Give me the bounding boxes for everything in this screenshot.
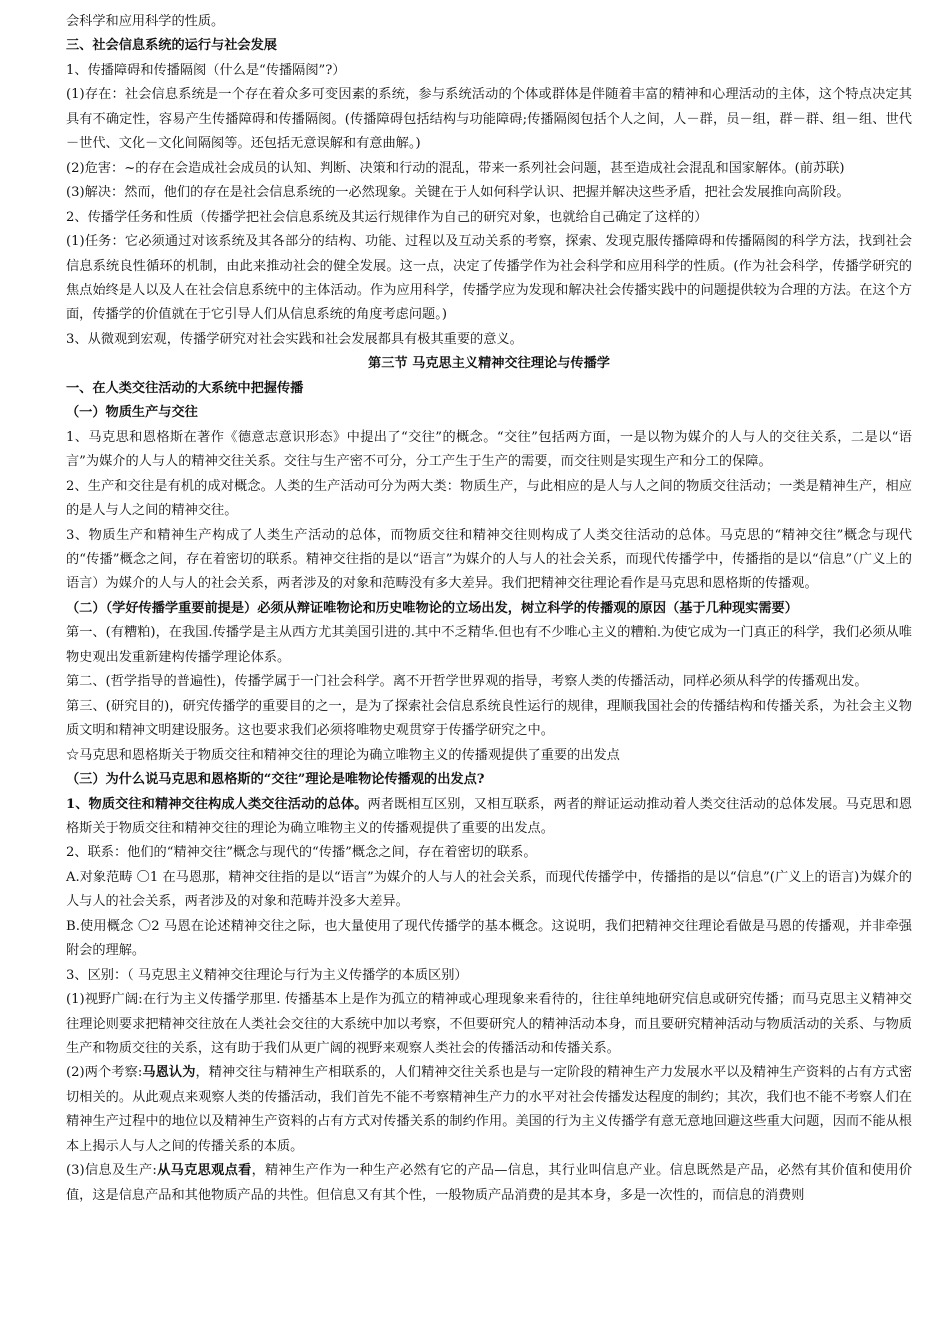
line-text: A.对象范畴 〇1 在马恩那，精神交往指的是以“语言”为媒介的人与人的社会关系，而现代传播学中，传播指的是以“信息”(广义上的语言)为媒介的人与人的社会关系，两者涉及的对象和范畴并没多大差异。 bbox=[66, 869, 912, 910]
heading bbox=[66, 401, 912, 425]
line-text: 第三、(研究目的)，研究传播学的重要目的之一，是为了探索社会信息系统良性运行的规律，理顺我国社会的传播结构和传播关系，为社会主义物质文明和精神文明建设服务。这也要求我们必须将唯物史观贯穿于传播学研究之中。 bbox=[66, 698, 912, 739]
paragraph bbox=[66, 426, 912, 475]
document-page bbox=[66, 10, 912, 1208]
paragraph bbox=[66, 964, 912, 988]
line-text: 3、区别：（ 马克思主义精神交往理论与行为主义传播学的本质区别） bbox=[66, 967, 468, 983]
line-text: （三）为什么说马克思和恩格斯的“交往”理论是唯物论传播观的出发点? bbox=[66, 772, 485, 788]
line-text: 1、马克思和恩格斯在著作《德意志意识形态》中提出了“交往”的概念。“交往”包括两方面，一是以物为媒介的人与人的交往关系，二是以“语言”为媒介的人与人的精神交往关系。交往与生产密不可分，分工产生于生产的需要，而交往则是实现生产和分工的保障。 bbox=[66, 429, 912, 470]
heading bbox=[66, 34, 912, 58]
line-text: (1)任务：它必须通过对该系统及其各部分的结构、功能、过程以及互动关系的考察，探索、发现克服传播障碍和传播隔阂的科学方法，找到社会信息系统良性循环的机制，由此来推动社会的健全发展。这一点，决定了传播学作为社会科学和应用科学的性质。(作为社会科学，传播学研究的焦点始终是人以及人在社会信息系统中的主体活动。作为应用科学，传播学应为发现和解决社会传播实践中的问题提供较为合理的方法。在这个方面，传播学的价值就在于它引导人们从信息系统的角度考虑问题。) bbox=[66, 234, 912, 323]
line-text: （二）（学好传播学重要前提是）必须从辩证唯物论和历史唯物论的立场出发，树立科学的传播观的原因（基于几种现实需要） bbox=[66, 600, 798, 616]
bold-lead: 1、物质交往和精神交往构成人类交往活动的总体。 bbox=[66, 796, 368, 812]
paragraph bbox=[66, 695, 912, 744]
line-text: ，精神生产作为一种生产必然有它的产品—信息，其行业叫信息产业。信息既然是产品，必然有其价值和使用价值，这是信息产品和其他物质产品的共性。但信息又有其个性，一般物质产品消费的是其本身，多是一次性的，而信息的消费则 bbox=[66, 1163, 913, 1203]
paragraph-prefix: (2)两个考察: bbox=[66, 1065, 143, 1081]
paragraph bbox=[66, 230, 912, 328]
line-text: (3)解决：然而，他们的存在是社会信息系统的一必然现象。关键在于人如何科学认识、把握并解决这些矛盾，把社会发展推向高阶段。 bbox=[66, 185, 850, 201]
bold-lead: 从马克思观点看 bbox=[156, 1163, 252, 1179]
line-text: 2、生产和交往是有机的成对概念。人类的生产活动可分为两大类：物质生产，与此相应的是人与人之间的物质交往活动；一类是精神生产，相应的是人与人之间的精神交往。 bbox=[66, 478, 912, 519]
paragraph bbox=[66, 1159, 912, 1208]
line-text: 第三节 马克思主义精神交往理论与传播学 bbox=[368, 356, 610, 372]
line-text: 一、在人类交往活动的大系统中把握传播 bbox=[66, 380, 304, 396]
paragraph bbox=[66, 841, 912, 865]
heading bbox=[66, 597, 912, 621]
paragraph bbox=[66, 793, 912, 842]
line-text: 会科学和应用科学的性质。 bbox=[66, 14, 225, 29]
line-text: 两者既相互区别，又相互联系，两者的辩证运动推动着人类交往活动的总体发展。马克思和恩格斯关于物质交往和精神交往的理论为确立唯物主义的传播观提供了重要的出发点。 bbox=[66, 796, 912, 836]
paragraph bbox=[66, 328, 912, 352]
heading bbox=[66, 768, 912, 792]
line-text: （一）物质生产与交往 bbox=[66, 405, 198, 421]
heading bbox=[66, 377, 912, 401]
bold-lead: 马恩认为 bbox=[142, 1065, 196, 1081]
paragraph bbox=[66, 181, 912, 205]
section-title bbox=[66, 352, 912, 376]
paragraph bbox=[66, 157, 912, 181]
line-text: (1)存在：社会信息系统是一个存在着众多可变因素的系统，参与系统活动的个体或群体是伴随着丰富的精神和心理活动的主体，这个特点决定其具有不确定性，容易产生传播障碍和传播隔阂。(传播障碍包括结构与功能障碍;传播隔阂包括个人之间，人－群，员－组，群－群、组－组、世代－世代、文化－文化间隔阂等。还包括无意误解和有意曲解。) bbox=[66, 87, 912, 152]
paragraph bbox=[66, 475, 912, 524]
line-text: 1、传播障碍和传播隔阂（什么是“传播隔阂”?） bbox=[66, 62, 346, 78]
paragraph bbox=[66, 10, 912, 34]
line-text: ，精神交往与精神生产相联系的，人们精神交往关系也是与一定阶段的精神生产力发展水平以及精神生产资料的占有方式密切相关的。从此观点来观察人类的传播活动，我们首先不能不考察精神生产力的水平对社会传播发达程度的制约；其次，我们也不能不考察人们在精神生产过程中的地位以及精神生产资料的占有方式对传播关系的制约作用。美国的行为主义传播学有意无意地回避这些重大问题，因而不能从根本上揭示人与人之间的传播关系的本质。 bbox=[66, 1065, 913, 1154]
paragraph bbox=[66, 915, 912, 964]
line-text: 2、传播学任务和性质（传播学把社会信息系统及其运行规律作为自己的研究对象，也就给自己确定了这样的） bbox=[66, 209, 708, 225]
paragraph bbox=[66, 59, 912, 83]
paragraph bbox=[66, 206, 912, 230]
line-text: ☆马克思和恩格斯关于物质交往和精神交往的理论为确立唯物主义的传播观提供了重要的出发点 bbox=[66, 747, 620, 763]
paragraph bbox=[66, 988, 912, 1061]
line-text: 2、联系：他们的“精神交往”概念与现代的“传播”概念之间，存在着密切的联系。 bbox=[66, 845, 537, 861]
paragraph bbox=[66, 670, 912, 694]
line-text: 3、从微观到宏观，传播学研究对社会实践和社会发展都具有极其重要的意义。 bbox=[66, 331, 523, 347]
paragraph bbox=[66, 1061, 912, 1159]
paragraph bbox=[66, 866, 912, 915]
paragraph bbox=[66, 744, 912, 768]
paragraph bbox=[66, 621, 912, 670]
line-text: (2)危害：~的存在会造成社会成员的认知、判断、决策和行动的混乱，带来一系列社会问题，甚至造成社会混乱和国家解体。(前苏联) bbox=[66, 160, 845, 176]
paragraph bbox=[66, 83, 912, 156]
paragraph bbox=[66, 524, 912, 597]
paragraph-prefix: (3)信息及生产: bbox=[66, 1163, 157, 1179]
line-text: (1)视野广阔:在行为主义传播学那里. 传播基本上是作为孤立的精神或心理现象来看待的，往往单纯地研究信息或研究传播；而马克思主义精神交往理论则要求把精神交往放在人类社会交往的大系统中加以考察，不但要研究人的精神活动本身，而且要研究精神活动与物质活动的关系、与物质生产和物质交往的关系，这有助于我们从更广阔的视野来观察人类社会的传播活动和传播关系。 bbox=[66, 992, 912, 1057]
line-text: 第二、(哲学指导的普遍性)，传播学属于一门社会科学。离不开哲学世界观的指导，考察人类的传播活动，同样必须从科学的传播观出发。 bbox=[66, 674, 868, 690]
line-text: 三、社会信息系统的运行与社会发展 bbox=[66, 38, 277, 54]
line-text: 第一、(有糟粕)，在我国.传播学是主从西方尤其美国引进的.其中不乏精华.但也有不少唯心主义的糟粕.为使它成为一门真正的科学，我们必须从唯物史观出发重新建构传播学理论体系。 bbox=[66, 625, 912, 665]
line-text: 3、物质生产和精神生产构成了人类生产活动的总体，而物质交往和精神交往则构成了人类交往活动的总体。马克思的“精神交往”概念与现代的“传播”概念之间，存在着密切的联系。精神交往指的是以“语言”为媒介的人与人的社会关系，而现代传播学中，传播指的是以“信息”（广义上的语言）为媒介的人与人的社会关系，两者涉及的对象和范畴没有多大差异。我们把精神交往理论看作是马克思和恩格斯的传播观。 bbox=[66, 527, 912, 592]
line-text: B.使用概念 〇2 马恩在论述精神交往之际，也大量使用了现代传播学的基本概念。这说明，我们把精神交往理论看做是马恩的传播观，并非牵强附会的理解。 bbox=[66, 918, 912, 959]
